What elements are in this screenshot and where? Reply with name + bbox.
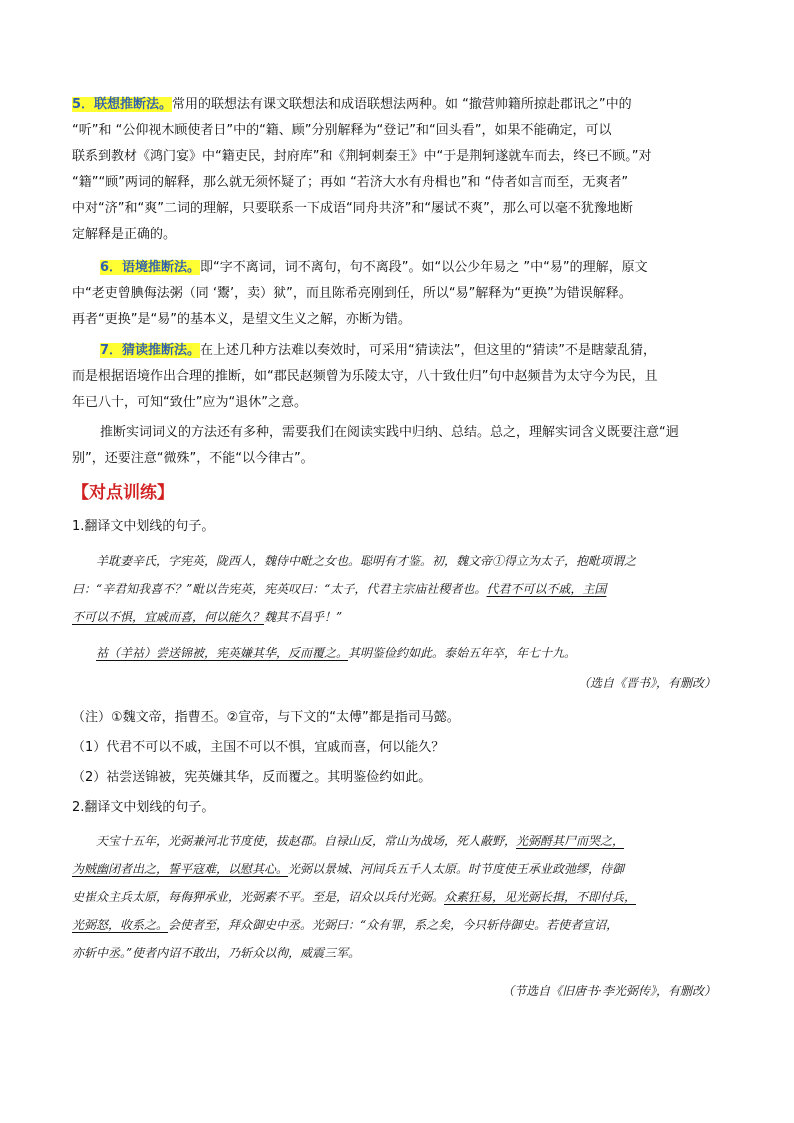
q2-title: 2.翻译文中划线的句子。 [72,800,215,815]
q1-title: 1.翻译文中划线的句子。 [72,519,215,534]
method-5-line-1: 5．联想推断法。常用的联想法有课文联想法和成语联想法两种。如 “撤营帅籍所掠赴郡讯之”中的 [72,97,632,112]
q1-item-2: （2）祜尝送锦被，宪英嫌其华，反而覆之。其明鉴俭约如此。 [72,770,432,785]
q1-underline-1b: 不可以不惧，宜戚而喜，何以能久？ [72,610,265,624]
method-7-line-2: 而是根据语境作出合理的推断，如“郡民赵频曾为乐陵太守，八十致仕归”句中赵频昔为太守今为民，且 [72,369,658,384]
q1-underline-1a: 代君不可以不戚，主国 [486,582,607,596]
q1-underline-2: 祜（羊祜）尝送锦被，宪英嫌其华，反而覆之。 [96,646,349,660]
q2-passage-line-1: 天宝十五年，光弼兼河北节度使，拔赵郡。自禄山反，常山为战场，死人蔽野，光弼酹其尸而哭之， [96,834,625,848]
q2-passage-line-5: 亦斩中丞。”使者内诏不敢出，乃斩众以徇，威震三军。 [72,946,361,960]
q1-item-1: （1）代君不可以不戚，主国不可以不惧，宜戚而喜，何以能久？ [72,740,445,755]
q2-underline-2b: 光弼怒，收系之。 [72,918,169,932]
method-5-label: 5．联想推断法。 [72,97,173,112]
q2-underline-1a: 光弼酹其尸而哭之， [516,834,625,848]
q1-passage-line-3: 不可以不惧，宜戚而喜，何以能久？魏其不昌乎！” [72,610,343,624]
summary-line-1: 推断实词词义的方法还有多种，需要我们在阅读实践中归纳、总结。总之，理解实词含义既要注意“迥 [100,425,679,440]
method-5-line-4: “籍”“顾”两词的解释，那么就无须怀疑了；再如 “若济大水有舟楫也”和 “侍者如言而至，无爽者” [72,175,629,190]
method-6-line-1: 6．语境推断法。即“字不离词，词不离句，句不离段”。如“以公少年易之 ”中“易”的理解，原文 [100,260,648,275]
q1-passage-line-1: 羊耽妻辛氏，字宪英，陇西人，魏侍中毗之女也。聪明有才鉴。初，魏文帝①得立为太子，抱毗项谓之 [96,554,637,568]
method-6-label: 6．语境推断法。 [100,260,201,275]
q2-underline-1b: 为贼幽闭者出之， [72,862,169,876]
method-7-line-3: 年已八十，可知“致仕”应为“退休”之意。 [72,395,307,410]
q1-note: （注）①魏文帝，指曹丕。②宣帝，与下文的“太傅”都是指司马懿。 [72,710,460,725]
q2-passage-line-3: 史崔众主兵太原，每侮狎承业，光弼素不平。至是，诏众以兵付光弼。众素狂易，见光弼长揖，不即付兵， [72,890,637,904]
q2-underline-2a: 众素狂易，见光弼长揖，不即付兵， [444,890,637,904]
q1-passage-line-2: 曰：“辛君知我喜不？”毗以告宪英，宪英叹曰：“太子，代君主宗庙社稷者也。代君不可以不戚，主国 [72,582,607,596]
method-5-line-2: “听”和 “公仰视木顾使者日”中的“籍、顾”分别解释为“登记”和“回头看”，如果不能确定，可以 [72,123,612,138]
method-5-line-5: 中对“济”和“爽”二词的理解，只要联系一下成语“同舟共济”和“屡试不爽”，那么可以毫不犹豫地断 [72,201,633,216]
method-5-line-6: 定解释是正确的。 [72,227,177,242]
q1-source: （选自《晋书》，有删改） [577,676,716,690]
summary-line-2: 别”，还要注意“微殊”，不能“以今律古”。 [72,451,314,466]
method-6-line-2: 中“老吏曾腆侮法粥（同 ‘鬻’，卖）狱”，而且陈希亮刚到任，所以“易”解释为“更换”为错误解释。 [72,286,632,301]
q2-source: （节选自《旧唐书·李光弼传》，有删改） [502,984,716,998]
method-7-label: 7．猜读推断法。 [100,343,201,358]
method-6-line-3: 再者“更换”是“易”的基本义，是望文生义之解，亦断为错。 [72,312,411,327]
section-title: 【对点训练】 [72,483,174,503]
q1-passage-line-4: 祜（羊祜）尝送锦被，宪英嫌其华，反而覆之。其明鉴俭约如此。泰始五年卒，年七十九。 [96,646,577,660]
q2-underline-1c: 誓平寇难，以慰其心。 [168,862,289,876]
method-7-line-1: 7．猜读推断法。在上述几种方法难以奏效时，可采用“猜读法”，但这里的“猜读”不是瞎蒙乱猜， [100,343,656,358]
q2-passage-line-2: 为贼幽闭者出之，誓平寇难，以慰其心。光弼以景城、河间兵五千人太原。时节度使王承业政弛缪，侍御 [72,862,625,876]
method-5-line-3: 联系到教材《鸿门宴》中“籍吏民，封府库”和《荆轲刺秦王》中“于是荆轲遂就车而去，终已不顾。”对 [72,149,652,164]
q2-passage-line-4: 光弼怒，收系之。会使者至，拜众御史中丞。光弼曰：“众有罪，系之矣，今只斩侍御史。若使者宣诏， [72,918,619,932]
